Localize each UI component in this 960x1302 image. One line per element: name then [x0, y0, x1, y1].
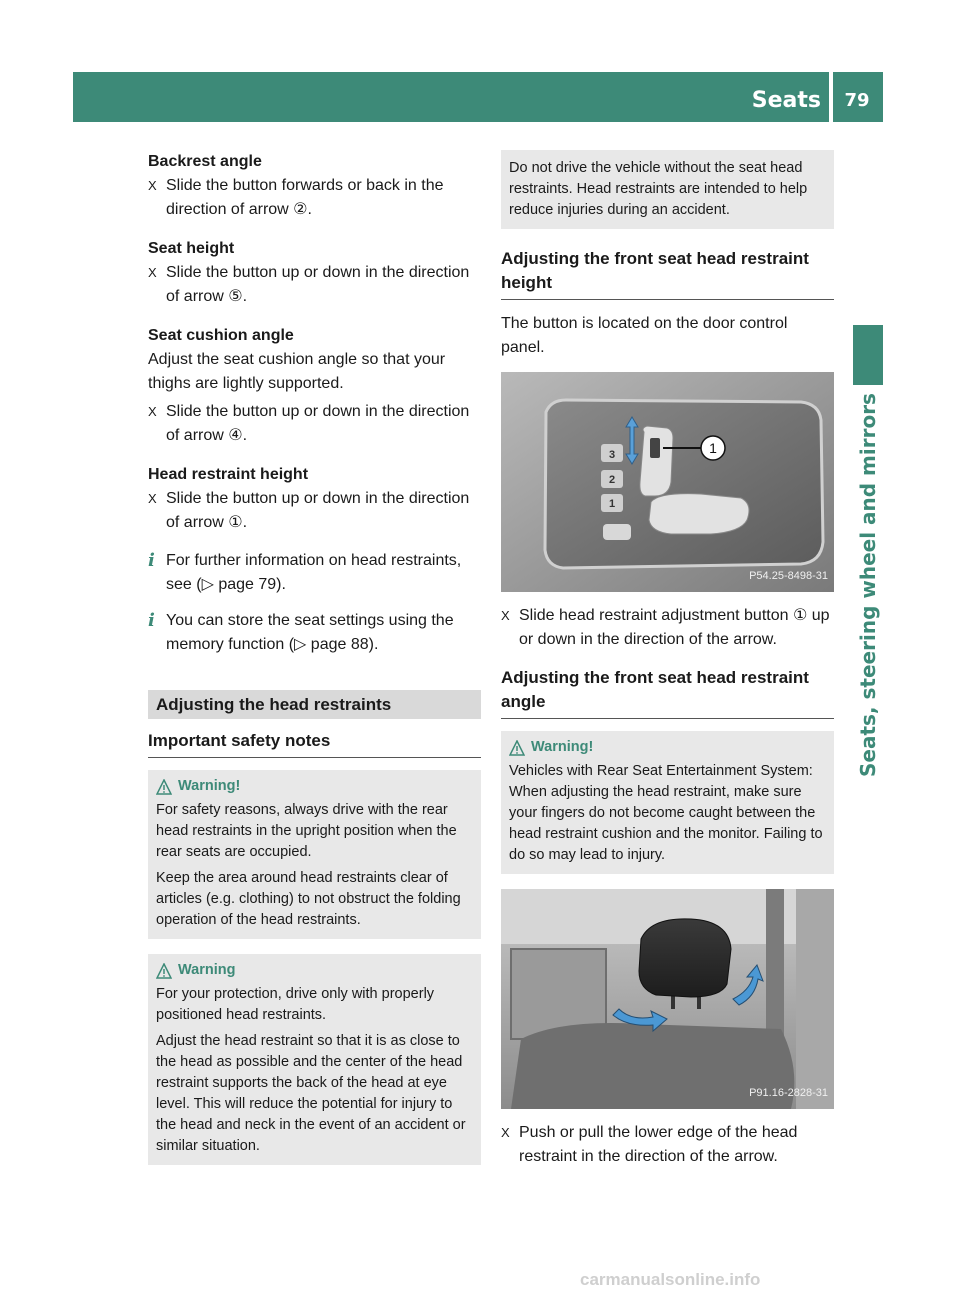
- step-marker: X: [501, 608, 510, 623]
- header-divider: [829, 72, 833, 122]
- right-column: [501, 150, 834, 1169]
- step-marker: X: [148, 404, 157, 419]
- cushion-heading: Seat cushion angle: [148, 327, 294, 344]
- info-text: You can store the seat settings using the memory function (▷ page 88).: [166, 612, 454, 653]
- angle-heading: Adjusting the front seat head restraint angle: [501, 666, 834, 719]
- photo-caption: P91.16-2828-31: [749, 1087, 828, 1099]
- seat-memory-label-1: 1: [608, 498, 616, 510]
- warning-paragraph: Vehicles with Rear Seat Entertainment System: When adjusting the head restraint, make sure your fingers do not become caught between the head restraint cushion and the monitor. Failing to do so may lead to injury.: [509, 763, 823, 863]
- warning-icon: [156, 779, 172, 795]
- warning-title: [156, 960, 473, 981]
- height-step: [501, 604, 834, 652]
- step-marker: X: [148, 178, 157, 193]
- page-number: 79: [844, 90, 870, 111]
- warning-title-text: Warning: [178, 962, 236, 978]
- chapter-label: [853, 395, 883, 775]
- door-control-illustration: [501, 372, 834, 592]
- step-text: Slide head restraint adjustment button ① up or down in the direction of the arrow.: [519, 607, 830, 648]
- warning-box-2: [148, 954, 481, 1165]
- button-location-paragraph: The button is located on the door control panel.: [501, 315, 788, 356]
- safety-notes-heading: Important safety notes: [148, 729, 481, 758]
- angle-step: [501, 1121, 834, 1169]
- cushion-step: [148, 400, 481, 448]
- head-height-step: [148, 487, 481, 535]
- warning-paragraph: For safety reasons, always drive with the rear head restraints in the upright position when the rear seats are occupied.: [156, 802, 457, 860]
- chapter-tab: [853, 325, 883, 385]
- info-icon: i: [148, 610, 155, 631]
- warning-box-3: [501, 731, 834, 874]
- warning-paragraph: Adjust the head restraint so that it is as close to the head as possible and the center of the head restraint supports the back of the head at eye level. This will reduce the potential for injury to the head and neck in the event of an accident or similar situation.: [156, 1033, 466, 1154]
- watermark: carmanualsonline.info: [580, 1270, 761, 1289]
- step-text: Slide the button forwards or back in the direction of arrow ②.: [166, 177, 444, 218]
- step-text: Slide the button up or down in the direction of arrow ⑤.: [166, 264, 470, 305]
- head-restraint-photo: [501, 889, 834, 1109]
- seat-memory-label-3: 3: [608, 449, 616, 461]
- header-bar: [73, 72, 883, 122]
- info-note-1: [148, 549, 481, 597]
- height-heading: Adjusting the front seat head restraint height: [501, 247, 834, 300]
- cushion-paragraph: Adjust the seat cushion angle so that your thighs are lightly supported.: [148, 351, 446, 392]
- step-marker: X: [148, 265, 157, 280]
- warning-title: [509, 737, 826, 758]
- warning-icon: [156, 963, 172, 979]
- callout-1: 1: [709, 440, 717, 456]
- warning-paragraph: For your protection, drive only with properly positioned head restraints.: [156, 986, 435, 1023]
- warning-box-1: [148, 770, 481, 939]
- step-marker: X: [148, 491, 157, 506]
- head-height-heading: Head restraint height: [148, 466, 309, 483]
- seat-memory-label-2: 2: [608, 474, 616, 486]
- seat-height-heading: Seat height: [148, 240, 235, 257]
- step-text: Slide the button up or down in the direction of arrow ④.: [166, 403, 470, 444]
- step-text: Slide the button up or down in the direction of arrow ①.: [166, 490, 470, 531]
- warning-title-text: Warning!: [178, 778, 241, 794]
- warning-paragraph: Keep the area around head restraints clear of articles (e.g. clothing) to not obstruct the folding operation of the head restraints.: [156, 870, 461, 928]
- warning-title: [156, 776, 473, 797]
- chapter-label-text: Seats, steering wheel and mirrors: [856, 393, 880, 777]
- section-title: Adjusting the head restraints: [148, 690, 481, 719]
- seat-height-step: [148, 261, 481, 309]
- step-marker: X: [501, 1125, 510, 1140]
- door-control-photo: [501, 372, 834, 592]
- left-column: [148, 150, 481, 1165]
- photo-caption: P54.25-8498-31: [749, 570, 828, 582]
- top-note-box: Do not drive the vehicle without the seat head restraints. Head restraints are intended to help reduce injuries during an accident.: [501, 150, 834, 229]
- header-title: Seats: [751, 88, 821, 113]
- backrest-heading: Backrest angle: [148, 153, 262, 170]
- step-text: Push or pull the lower edge of the head restraint in the direction of the arrow.: [519, 1124, 798, 1165]
- warning-title-text: Warning!: [531, 739, 594, 755]
- warning-icon: [509, 740, 525, 756]
- info-note-2: [148, 609, 481, 657]
- info-icon: i: [148, 550, 155, 571]
- head-restraint-illustration: [501, 889, 834, 1109]
- info-text: For further information on head restraints, see (▷ page 79).: [166, 552, 462, 593]
- backrest-step: [148, 174, 481, 222]
